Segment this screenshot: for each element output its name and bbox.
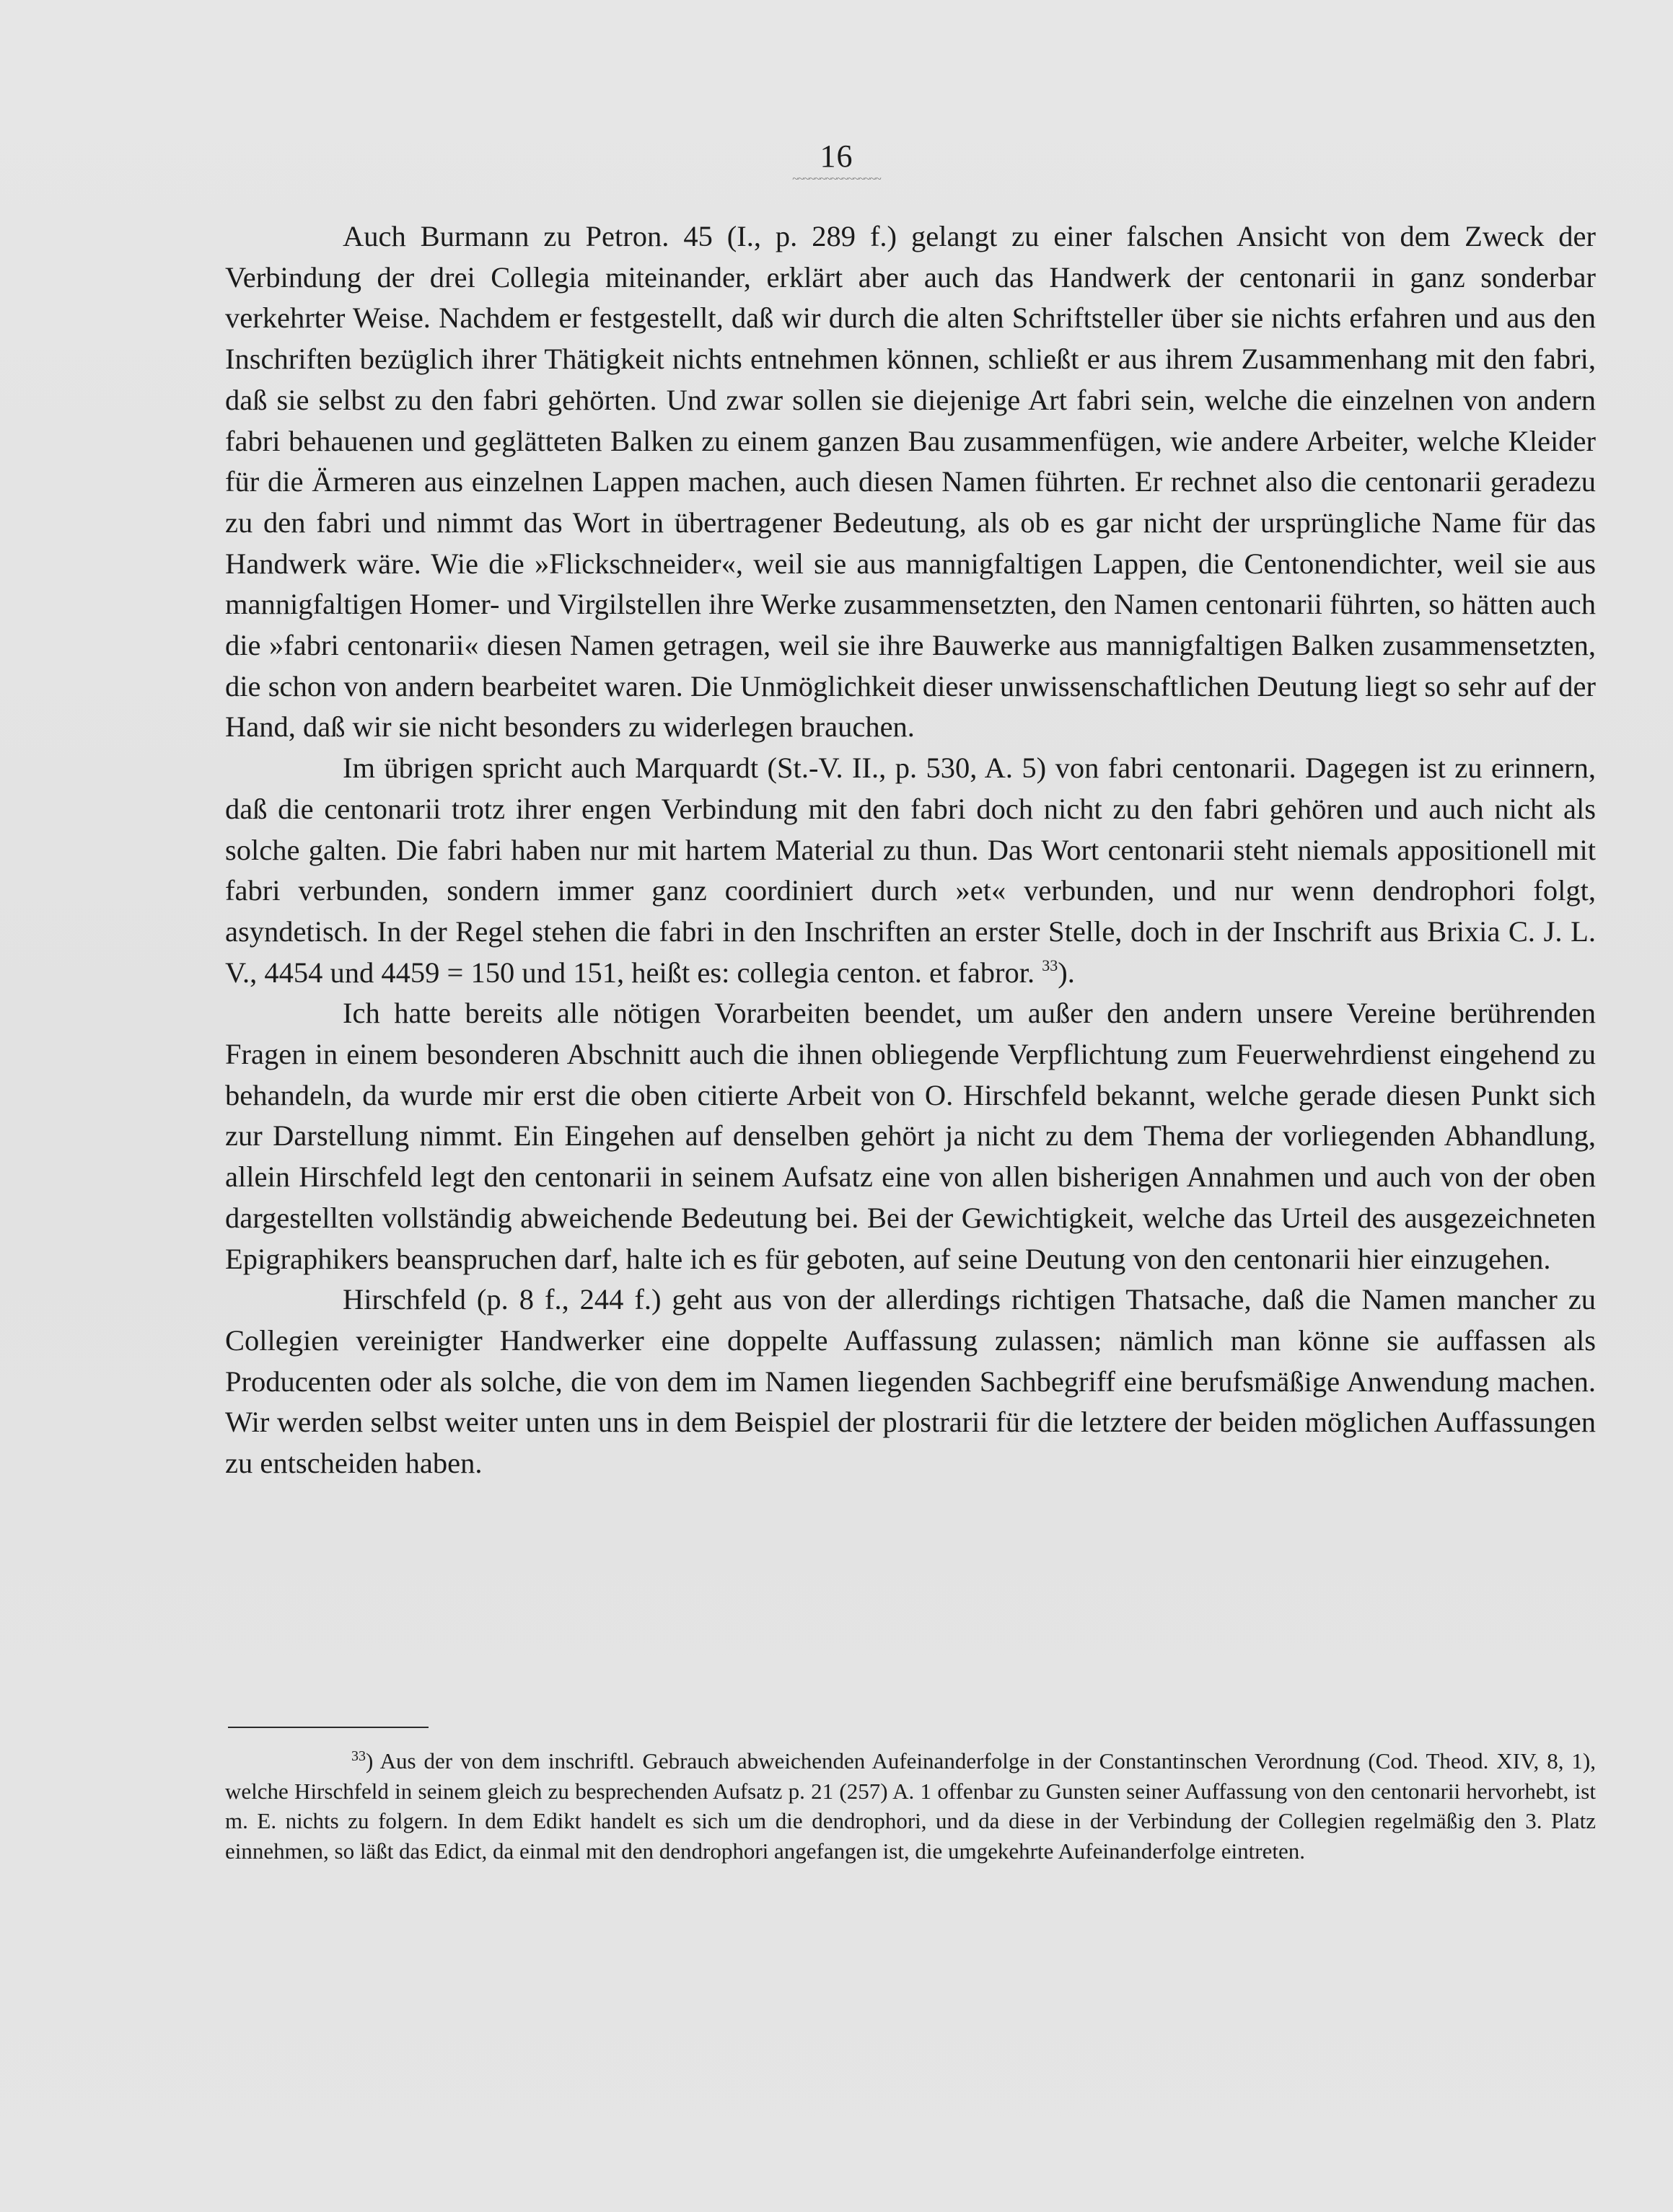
- footnote-reference: 33: [1042, 956, 1058, 974]
- footnote-separator: [228, 1727, 429, 1728]
- paragraph-text: Im übrigen spricht auch Marquardt (St.-V. II., p. 530, A. 5) von fabri centonarii. Dagegen ist zu erinnern, daß die centonarii trotz ihrer engen Verbindung mit den fabri doch nicht zu den fabri gehören und auch nicht als solche galten. Die fabri haben nur mit hartem Material zu thun. Das Wort centonarii steht niemals appositionell mit fabri verbunden, sondern immer ganz coordiniert durch »et« verbunden, und nur wenn dendrophori folgt, asyndetisch. In der Regel stehen die fabri in den Inschriften an erster Stelle, doch in der Inschrift aus Brixia C. J. L. V., 4454 und 4459 = 150 und 151, heißt es: collegia centon. et fabror.: [225, 752, 1596, 989]
- body-text: [225, 216, 1596, 1484]
- page-number: 16: [820, 138, 853, 174]
- header-ornament: ~~~~~~~~~~~~~~~~: [792, 176, 881, 183]
- paragraph-text-tail: ).: [1058, 956, 1075, 989]
- footnote-marker-close: ): [366, 1748, 374, 1773]
- paragraph-text: Hirschfeld (p. 8 f., 244 f.) geht aus von der allerdings richtigen Thatsache, daß die Namen mancher zu Collegien vereinigter Handwerker eine doppelte Auffassung zulassen; nämlich man könne sie auffassen als Producenten oder als solche, die von dem im Namen liegenden Sachbegriff eine berufsmäßige Anwendung machen. Wir werden selbst weiter unten uns in dem Beispiel der plostrarii für die letztere der beiden möglichen Auffassungen zu entscheiden haben.: [225, 1283, 1596, 1480]
- footnote: [225, 1746, 1596, 1866]
- paragraph: [225, 1279, 1596, 1484]
- paragraph: [225, 748, 1596, 993]
- paragraph-text: Auch Burmann zu Petron. 45 (I., p. 289 f.) gelangt zu einer falschen Ansicht von dem Zweck der Verbindung der drei Collegia miteinander, erklärt aber auch das Handwerk der centonarii in ganz sonderbar verkehrter Weise. Nachdem er festgestellt, daß wir durch die alten Schriftsteller über sie nichts erfahren und aus den Inschriften bezüglich ihrer Thätigkeit nichts entnehmen können, schließt er aus ihrem Zusammenhang mit den fabri, daß sie selbst zu den fabri gehörten. Und zwar sollen sie diejenige Art fabri sein, welche die einzelnen von andern fabri behauenen und geglätteten Balken zu einem ganzen Bau zusammenfügen, wie andere Arbeiter, welche Kleider für die Ärmeren aus einzelnen Lappen machen, auch diesen Namen führten. Er rechnet also die centonarii geradezu zu den fabri und nimmt das Wort in übertragener Bedeutung, als ob es gar nicht der ursprüngliche Name für das Handwerk wäre. Wie die »Flickschneider«, weil sie aus mannigfaltigen Lappen, die Centonendichter, weil sie aus mannigfaltigen Homer- und Virgilstellen ihre Werke zusammensetzten, den Namen centonarii führten, so hätten auch die »fabri centonarii« diesen Namen getragen, weil sie ihre Bauwerke aus mannigfaltigen Balken zusammensetzten, die schon von andern bearbeitet waren. Die Unmöglichkeit dieser unwissenschaftlichen Deutung liegt so sehr auf der Hand, daß wir sie nicht besonders zu widerlegen brauchen.: [225, 220, 1596, 744]
- footnote-text: Aus der von dem inschriftl. Gebrauch abweichenden Aufeinanderfolge in der Constantinschen Verordnung (Cod. Theod. XIV, 8, 1), welche Hirschfeld in seinem gleich zu besprechenden Aufsatz p. 21 (257) A. 1 offenbar zu Gunsten seiner Auffassung von den centonarii hervorhebt, ist m. E. nichts zu folgern. In dem Edikt handelt es sich um die dendrophori, und da diese in der Verbindung der Collegien regelmäßig den 3. Platz einnehmen, so läßt das Edict, da einmal mit den dendrophori angefangen ist, die umgekehrte Aufeinanderfolge eintreten.: [225, 1748, 1596, 1864]
- paragraph: [225, 216, 1596, 748]
- footnotes: [225, 1746, 1596, 1866]
- paragraph: [225, 993, 1596, 1279]
- paragraph-text: Ich hatte bereits alle nötigen Vorarbeiten beendet, um außer den andern unsere Vereine berührenden Fragen in einem besonderen Abschnitt auch die ihnen obliegende Verpflichtung zum Feuerwehrdienst eingehend zu behandeln, da wurde mir erst die oben citierte Arbeit von O. Hirschfeld bekannt, welche gerade diesen Punkt sich zur Darstellung nimmt. Ein Eingehen auf denselben gehört ja nicht zu dem Thema der vorliegenden Abhandlung, allein Hirschfeld legt den centonarii in seinem Aufsatz eine von allen bisherigen Annahmen und auch von der oben dargestellten vollständig abweichende Bedeutung bei. Bei der Gewichtigkeit, welche das Urteil des ausgezeichneten Epigraphikers beanspruchen darf, halte ich es für geboten, auf seine Deutung von den centonarii hier einzugehen.: [225, 997, 1596, 1275]
- footnote-marker: 33: [351, 1748, 366, 1764]
- page-header: [0, 138, 1673, 183]
